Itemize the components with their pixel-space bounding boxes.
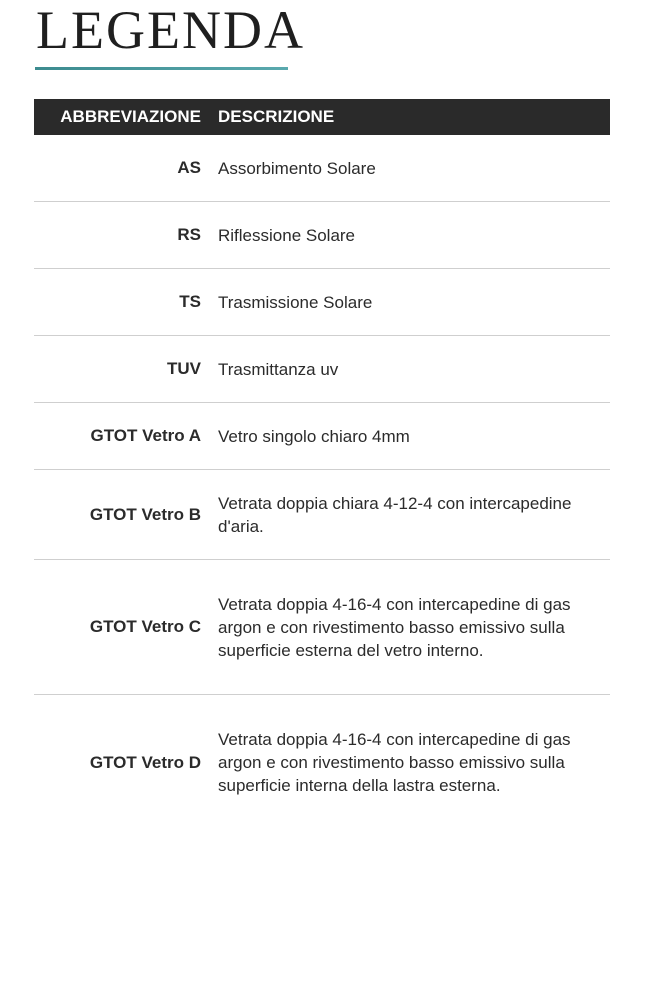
row-description: Riflessione Solare (218, 225, 356, 245)
row-description: Vetro singolo chiaro 4mm (218, 426, 410, 446)
table-row (34, 202, 610, 269)
header-abbreviation: ABBREVIAZIONE (60, 107, 201, 126)
row-abbreviation: GTOT Vetro A (90, 426, 201, 445)
row-description: Vetrata doppia 4-16-4 con intercapedine di gas argon e con rivestimento basso emissivo sulla superficie esterna del vetro interno. (218, 594, 571, 660)
row-abbreviation: GTOT Vetro D (89, 752, 201, 772)
row-abbreviation: AS (177, 158, 201, 177)
row-abbreviation: RS (177, 225, 201, 244)
row-abbreviation: TS (179, 292, 201, 311)
table-row (34, 135, 610, 202)
table-header (34, 99, 610, 135)
header-description: DESCRIZIONE (218, 107, 335, 126)
title-underline-divider (35, 67, 288, 70)
legend-table (34, 99, 610, 830)
table-row (34, 560, 610, 695)
row-description: Vetrata doppia chiara 4-12-4 con intercapedine d'aria. (218, 493, 572, 536)
row-description: Trasmissione Solare (218, 292, 373, 312)
table-row (34, 336, 610, 403)
table-row (34, 695, 610, 830)
table-row (34, 403, 610, 470)
page-title: LEGENDA (36, 0, 305, 60)
table-row (34, 269, 610, 336)
table-row (34, 470, 610, 560)
row-description: Vetrata doppia 4-16-4 con intercapedine di gas argon e con rivestimento basso emissivo sulla superficie interna della lastra esterna. (218, 730, 571, 795)
row-description: Assorbimento Solare (218, 158, 376, 178)
row-abbreviation: TUV (167, 359, 201, 378)
row-description: Trasmittanza uv (218, 359, 339, 379)
row-abbreviation: GTOT Vetro B (89, 504, 201, 524)
row-abbreviation: GTOT Vetro C (89, 617, 201, 636)
